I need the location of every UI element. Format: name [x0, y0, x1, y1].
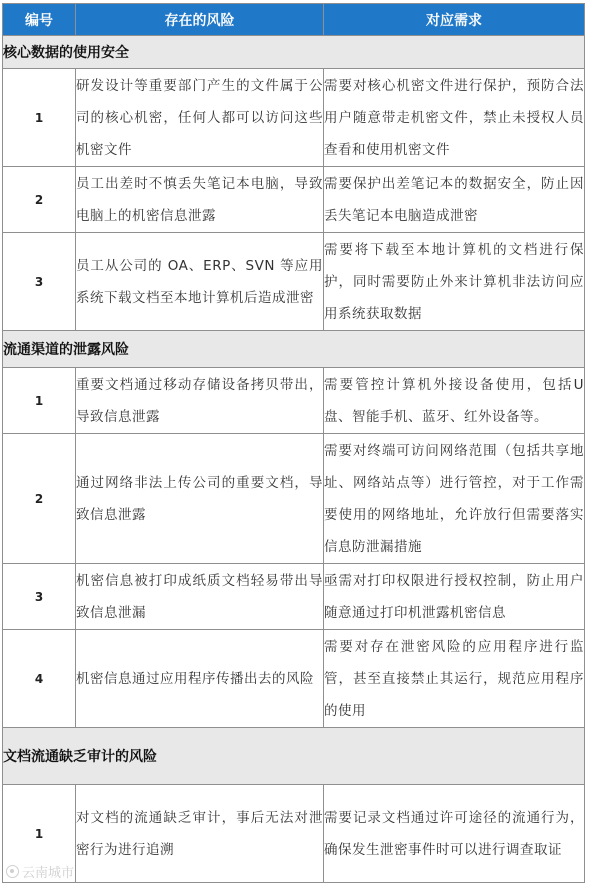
- risk-text: 机密信息通过应用程序传播出去的风险: [76, 670, 314, 687]
- watermark-logo-icon: [6, 865, 19, 878]
- row-number: 1: [3, 785, 76, 883]
- requirement-cell: [324, 785, 585, 883]
- risk-text: 研发设计等重要部门产生的文件属于公司的核心机密，任何人都可以访问这些机密文件: [76, 77, 323, 158]
- section-title: 流通渠道的泄露风险: [3, 331, 585, 368]
- requirement-cell: [324, 368, 585, 434]
- table-row: [3, 368, 585, 434]
- risk-cell: [76, 564, 324, 630]
- risk-requirement-table: [2, 3, 585, 883]
- requirement-text: 需要保护出差笔记本的数据安全，防止因丢失笔记本电脑造成泄密: [324, 175, 584, 224]
- table-row: [3, 564, 585, 630]
- row-number: 2: [3, 167, 76, 233]
- row-number: 4: [3, 630, 76, 728]
- risk-cell: [76, 167, 324, 233]
- risk-text: 通过网络非法上传公司的重要文档，导致信息泄露: [76, 474, 323, 523]
- section-row: [3, 728, 585, 785]
- risk-cell: [76, 785, 324, 883]
- risk-cell: [76, 69, 324, 167]
- requirement-text: 需要对终端可访问网络范围（包括共享地址、网络站点等）进行管控，对于工作需要使用的网络地址，允许放行但需要落实信息防泄漏措施: [324, 442, 584, 555]
- row-number: 1: [3, 368, 76, 434]
- row-number: 3: [3, 564, 76, 630]
- table-row: [3, 434, 585, 564]
- risk-cell: [76, 368, 324, 434]
- requirement-cell: [324, 434, 585, 564]
- section-title: 文档流通缺乏审计的风险: [3, 728, 585, 785]
- table-row: [3, 630, 585, 728]
- section-row: [3, 36, 585, 69]
- requirement-cell: [324, 564, 585, 630]
- requirement-text: 需要将下载至本地计算机的文档进行保护，同时需要防止外来计算机非法访问应用系统获取数据: [324, 241, 584, 322]
- risk-text: 员工出差时不慎丢失笔记本电脑，导致电脑上的机密信息泄露: [76, 175, 323, 224]
- requirement-cell: [324, 69, 585, 167]
- header-risk: 存在的风险: [76, 4, 324, 36]
- table-row: [3, 69, 585, 167]
- section-row: [3, 331, 585, 368]
- watermark-text: 云南城市: [22, 866, 75, 881]
- risk-cell: [76, 630, 324, 728]
- requirement-cell: [324, 233, 585, 331]
- header-num: 编号: [3, 4, 76, 36]
- watermark: [6, 862, 74, 881]
- requirement-text: 需要对存在泄密风险的应用程序进行监管，甚至直接禁止其运行，规范应用程序的使用: [324, 638, 584, 719]
- table-row: [3, 167, 585, 233]
- table-row: [3, 233, 585, 331]
- table-row: [3, 785, 585, 883]
- requirement-text: 需要管控计算机外接设备使用，包括U盘、智能手机、蓝牙、红外设备等。: [324, 376, 584, 425]
- risk-text: 员工从公司的 OA、ERP、SVN 等应用系统下载文档至本地计算机后造成泄密: [76, 257, 323, 306]
- requirement-text: 需要记录文档通过许可途径的流通行为，确保发生泄密事件时可以进行调查取证: [324, 809, 584, 858]
- risk-cell: [76, 434, 324, 564]
- risk-text: 对文档的流通缺乏审计，事后无法对泄密行为进行追溯: [76, 809, 323, 858]
- requirement-text: 亟需对打印权限进行授权控制，防止用户随意通过打印机泄露机密信息: [324, 572, 584, 621]
- section-title: 核心数据的使用安全: [3, 36, 585, 69]
- row-number: 2: [3, 434, 76, 564]
- table-header-row: [3, 4, 585, 36]
- row-number: 1: [3, 69, 76, 167]
- risk-cell: [76, 233, 324, 331]
- requirement-cell: [324, 167, 585, 233]
- risk-text: 机密信息被打印成纸质文档轻易带出导致信息泄漏: [76, 572, 323, 621]
- header-requirement: 对应需求: [324, 4, 585, 36]
- row-number: 3: [3, 233, 76, 331]
- requirement-cell: [324, 630, 585, 728]
- requirement-text: 需要对核心机密文件进行保护，预防合法用户随意带走机密文件，禁止未授权人员查看和使用机密文件: [324, 77, 584, 158]
- risk-text: 重要文档通过移动存储设备拷贝带出，导致信息泄露: [76, 376, 323, 425]
